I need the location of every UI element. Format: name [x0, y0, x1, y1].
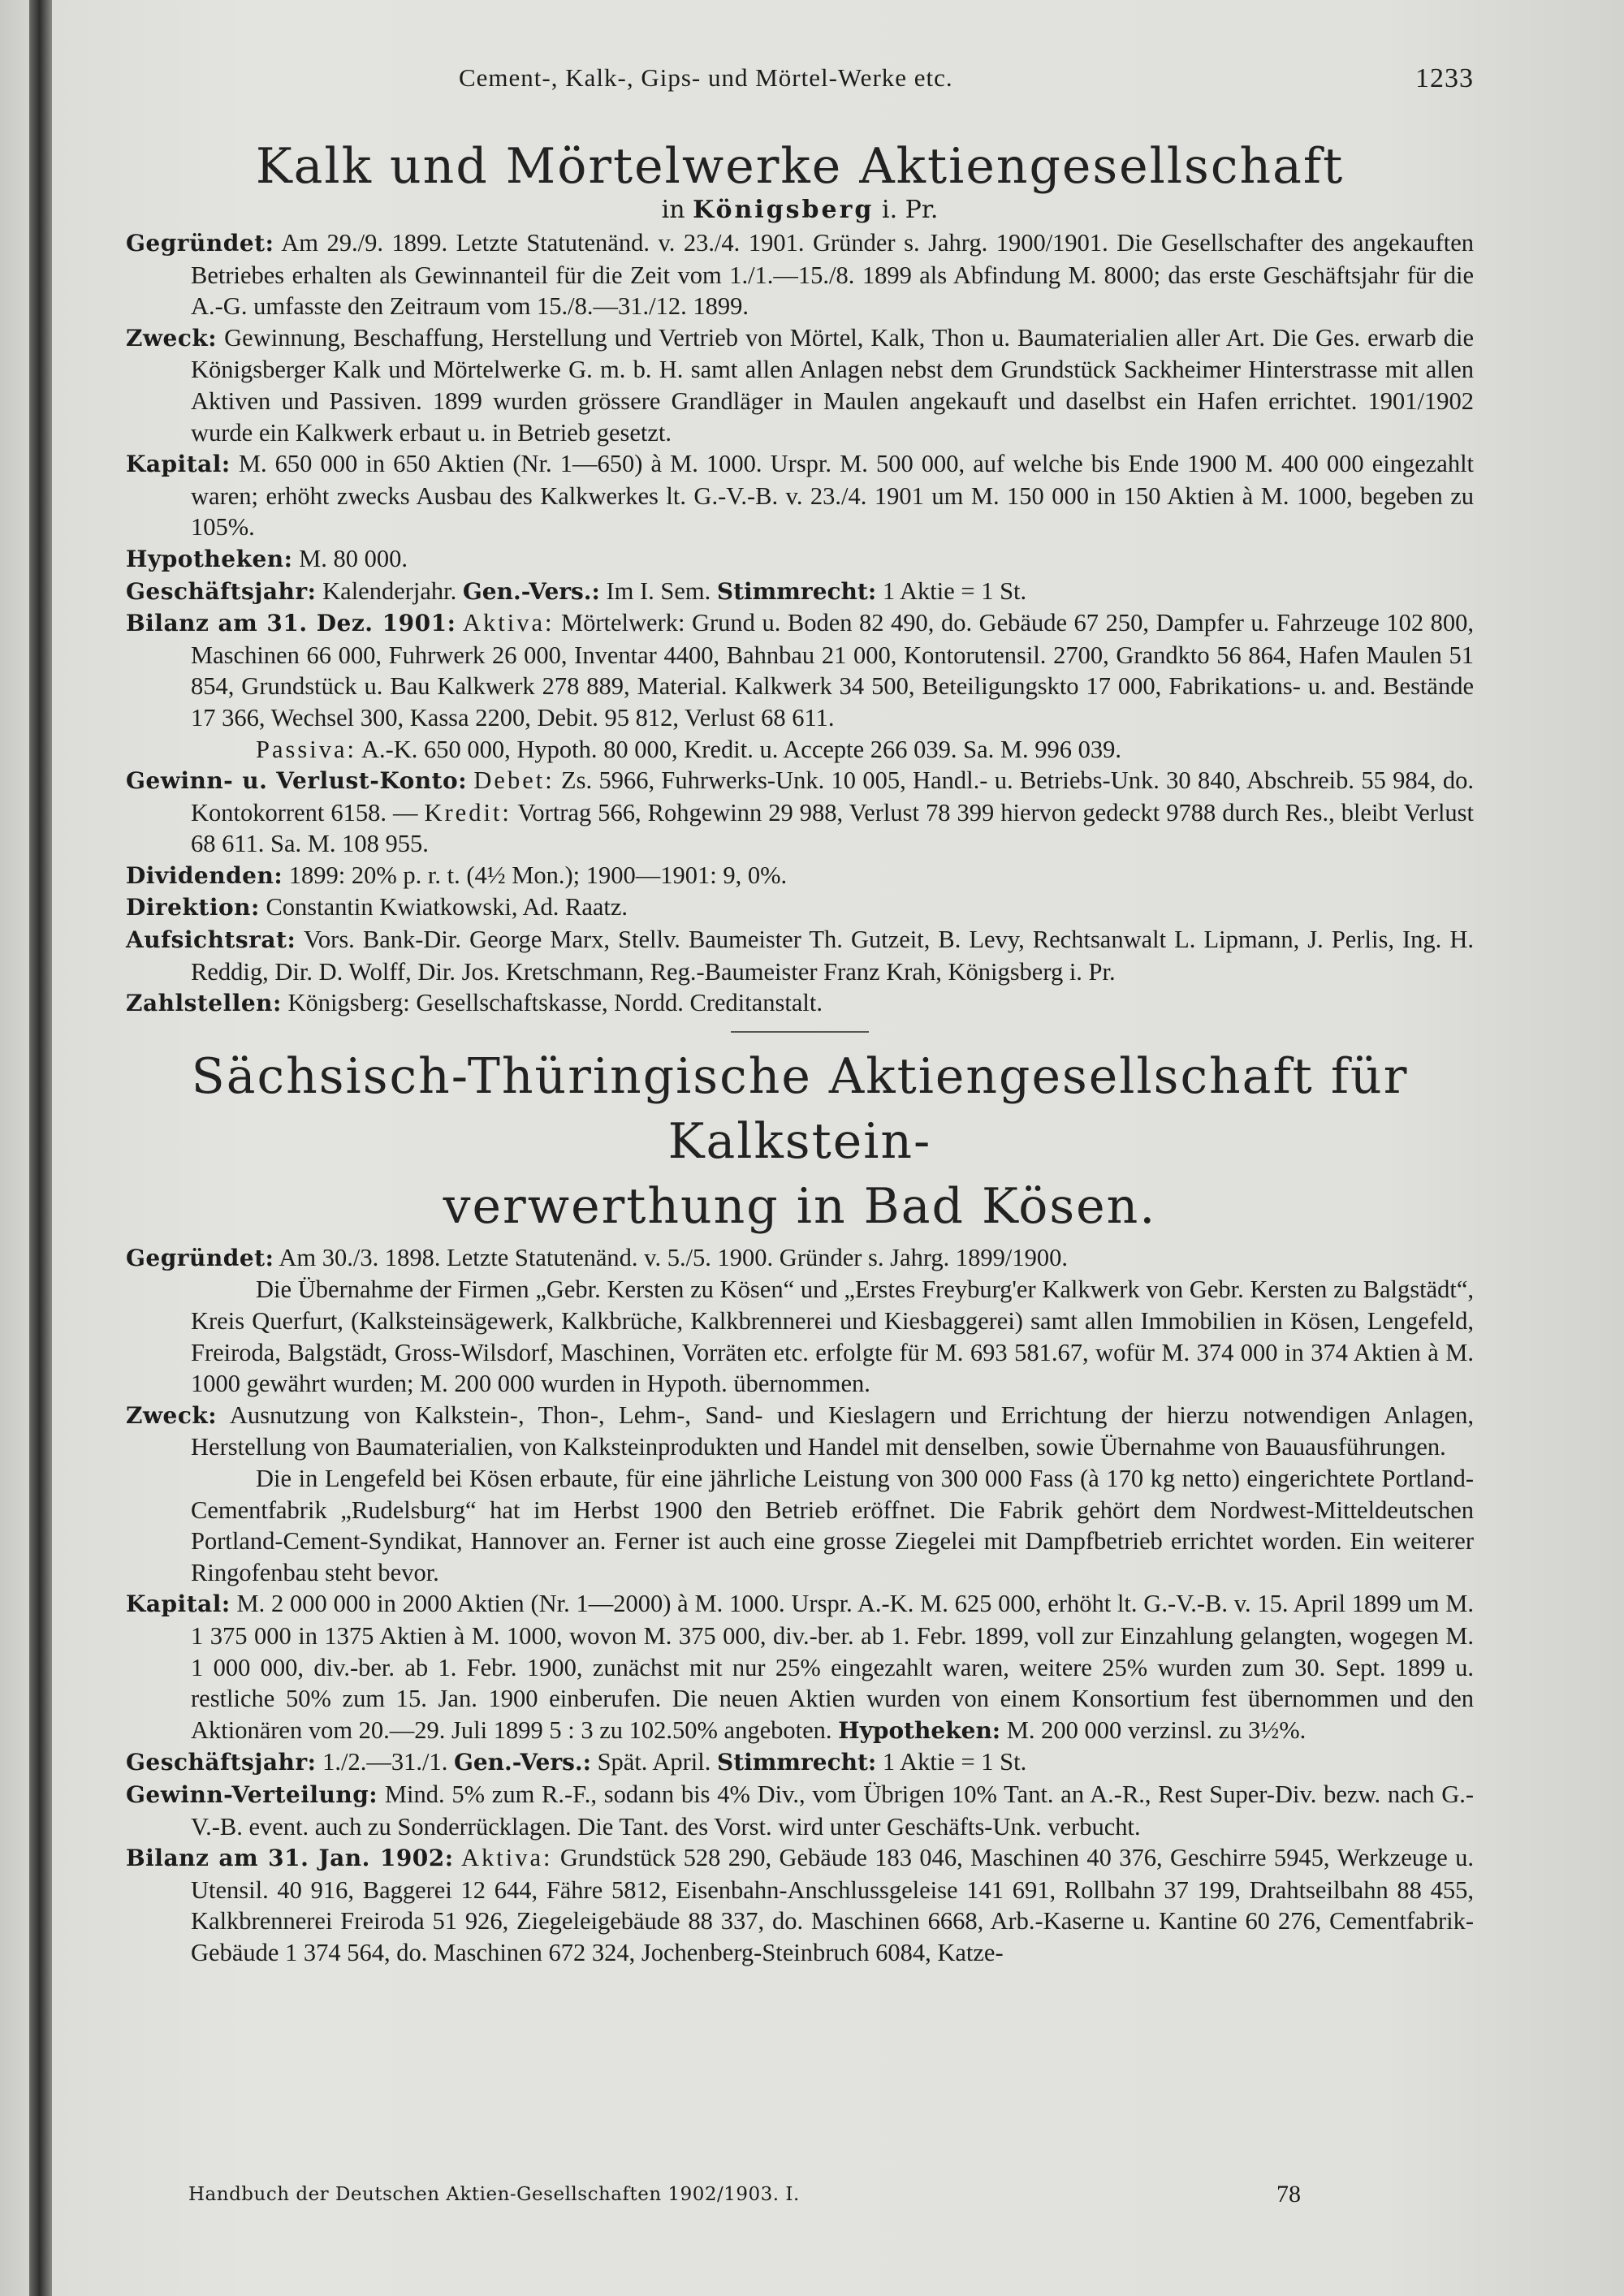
entry-label: Bilanz am 31. Dez. 1901:: [126, 610, 456, 637]
entry-label: Dividenden:: [126, 861, 283, 889]
entry-label: Bilanz am 31. Jan. 1902:: [126, 1845, 454, 1872]
entry-text: M. 2 000 000 in 2000 Aktien (Nr. 1—2000) à M. 1000. Urspr. A.-K. M. 625 000, erhöht lt. G.-V.-B. v. 15. April 1899 um M. 1 375 000 in 1375 Aktien à M. 1000, wovon M. 375 000, div.-ber. ab 1. Febr. 1899, voll zur Einzahlung gelangten, wogegen M. 1 000 000, div.-ber. ab 1. Febr. 1900, zunächst mit nur 25% eingezahlt waren, weitere 25% wurden zum 30. Sept. 1899 u. restliche 50% zum 15. Jan. 1900 einberufen. Die neuen Aktien wurden von einem Konsortium fest übernommen und den Aktionären vom 20.—29. Juli 1899 5 : 3 zu 102.50% angeboten.: [191, 1590, 1474, 1744]
page-content: [126, 57, 1474, 1969]
footer-title: Handbuch der Deutschen Aktien-Gesellschaften 1902/1903. I.: [188, 2184, 800, 2205]
entry-bilanz-passiva: [126, 734, 1474, 766]
entry-kapital: [126, 448, 1474, 543]
entry-text: Ausnutzung von Kalkstein-, Thon-, Lehm-, Sand- und Kieslagern und Errichtung der hierzu notwendigen Anlagen, Herstellung von Baumaterialien, von Kalksteinprodukten und Handel mit denselben, sowie Übernahme von Bauausführungen.: [191, 1400, 1474, 1461]
passiva-label: Passiva:: [256, 735, 356, 763]
entry-gegruendet: [126, 227, 1474, 322]
location-city: Königsberg: [693, 196, 875, 224]
section-divider: [731, 1031, 869, 1033]
entry-text: 1 Aktie = 1 St.: [882, 576, 1027, 605]
book-binding-shadow: [29, 0, 52, 2296]
entry-label: Direktion:: [126, 894, 260, 921]
entry-dividenden: [126, 860, 1474, 892]
entry-hypotheken: [126, 543, 1474, 576]
entry-text: 1 Aktie = 1 St.: [882, 1748, 1027, 1776]
company-entry-body: [126, 227, 1474, 1020]
entry-zahlstellen: [126, 987, 1474, 1020]
entry-gewinn-verlust: [126, 765, 1474, 860]
entry-paragraph: Die in Lengefeld bei Kösen erbaute, für eine jährliche Leistung von 300 000 Fass (à 170 kg netto) eingerichtete Portland-Cementfabrik „Rudelsburg“ hat im Herbst 1900 den Betrieb eröffnet. Die Fabrik gehört dem Nordwest-Mitteldeutschen Portland-Cement-Syndikat, Hannover an. Ferner ist auch eine grosse Ziegelei mit Dampfbetrieb errichtet worden. Ein weiterer Ringofenbau steht bevor.: [191, 1465, 1474, 1586]
entry-text: Mörtelwerk: Grund u. Boden 82 490, do. Gebäude 67 250, Dampfer u. Fahrzeuge 102 800, Maschinen 66 000, Fuhrwerk 26 000, Inventar 4400, Bahnbau 21 000, Kontorutensil. 2700, Grandkto 56 864, Hafen Maulen 51 854, Grundstück u. Bau Kalkwerk 278 889, Material. Kalkwerk 34 500, Beteiligungskto 17 000, Fabrikations- u. and. Bestände 17 366, Wechsel 300, Kassa 2200, Debit. 95 812, Verlust 68 611.: [191, 609, 1474, 732]
entry-text: M. 200 000 verzinsl. zu 3½%.: [1006, 1716, 1307, 1744]
entry-text: Spät. April.: [597, 1748, 711, 1776]
running-header: [126, 57, 1474, 106]
aktiva-label: Aktiva:: [462, 609, 555, 637]
entry-kapital: [126, 1588, 1474, 1746]
company-title: Kalk und Mörtelwerke Aktiengesellschaft: [255, 138, 1345, 195]
company-location: [126, 195, 1474, 226]
entry-paragraph: Die Übernahme der Firmen „Gebr. Kersten zu Kösen“ und „Erstes Freyburg'er Kalkwerk von Gebr. Kersten zu Balgstädt“, Kreis Querfurt, (Kalksteinsägewerk, Kalkbrüche, Kalkbrennerei und Kiesbaggerei) samt allen Immobilien in Kösen, Lengefeld, Freiroda, Balgstädt, Gross-Wilsdorf, Maschinen, Vorräten etc. erfolgte für M. 693 581.67, wofür M. 374 000 in 374 Aktien à M. 1000 gewährt wurden; M. 200 000 wurden in Hypoth. übernommen.: [191, 1275, 1474, 1398]
entry-text: Kalenderjahr.: [322, 576, 457, 605]
entry-label: Hypotheken:: [126, 545, 293, 572]
location-suffix: i. Pr.: [881, 196, 939, 224]
entry-text: Mind. 5% zum R.-F., sodann bis 4% Div., vom Übrigen 10% Tant. an A.-R., Rest Super-Div. bezw. nach G.-V.-B. event. auch zu Sonderrücklagen. Die Tant. des Vorst. wird unter Geschäfts-Unk. verbucht.: [191, 1780, 1475, 1841]
entry-direktion: [126, 891, 1474, 924]
entry-gegruendet: [126, 1242, 1474, 1275]
entry-zweck: [126, 322, 1474, 448]
entry-label: Gewinn- u. Verlust-Konto:: [126, 767, 468, 795]
entry-text: A.-K. 650 000, Hypoth. 80 000, Kredit. u. Accepte 266 039. Sa. M. 996 039.: [361, 735, 1122, 763]
entry-geschaeftsjahr: [126, 576, 1474, 608]
company-title-line2: verwerthung in Bad Kösen.: [443, 1177, 1157, 1235]
page-number: 1233: [1415, 63, 1474, 93]
location-prefix: in: [661, 196, 685, 224]
entry-bilanz: [126, 1842, 1474, 1968]
entry-label: Gegründet:: [126, 1244, 274, 1271]
entry-text: 1./2.—31./1.: [322, 1748, 448, 1776]
entry-label: Zweck:: [126, 1401, 218, 1429]
entry-label: Geschäftsjahr:: [126, 577, 317, 605]
entry-label: Stimmrecht:: [716, 1749, 877, 1776]
entry-text: Vors. Bank-Dir. George Marx, Stellv. Baumeister Th. Gutzeit, B. Levy, Rechtsanwalt L. Lipmann, J. Perlis, Ing. H. Reddig, Dir. D. Wolff, Dir. Jos. Kretschmann, Reg.-Baumeister Franz Krah, Königsberg i. Pr.: [191, 926, 1474, 986]
entry-text: Grundstück 528 290, Gebäude 183 046, Maschinen 40 376, Geschirre 5945, Werkzeuge u. Utensil. 40 916, Baggerei 12 644, Fähre 5812, Eisenbahn-Anschlussgeleise 141 691, Rollbahn 37 199, Drahtseilbahn 88 455, Kalkbrennerei Freiroda 51 926, Ziegeleigebäude 88 337, do. Maschinen 6668, Arb.-Kaserne u. Kantine 60 276, Cementfabrik-Gebäude 1 374 564, do. Maschinen 672 324, Jochenberg-Steinbruch 6084, Katze-: [191, 1844, 1475, 1966]
entry-label: Gen.-Vers.:: [462, 577, 600, 605]
entry-zweck: [126, 1400, 1474, 1463]
entry-aufsichtsrat: [126, 924, 1474, 987]
entry-label: Gen.-Vers.:: [453, 1749, 591, 1776]
page-footer: [188, 2176, 1325, 2208]
entry-gewinn-verteilung: [126, 1779, 1474, 1842]
entry-text: Am 30./3. 1898. Letzte Statutenänd. v. 5./5. 1900. Gründer s. Jahrg. 1899/1900.: [279, 1243, 1069, 1271]
entry-label: Stimmrecht:: [716, 577, 877, 605]
entry-bilanz: [126, 607, 1474, 733]
entry-label: Geschäftsjahr:: [126, 1749, 317, 1776]
entry-text: 1899: 20% p. r. t. (4½ Mon.); 1900—1901: 9, 0%.: [288, 861, 788, 889]
entry-text: Am 29./9. 1899. Letzte Statutenänd. v. 23./4. 1901. Gründer s. Jahrg. 1900/1901. Die Gesellschafter des angekauften Betriebes erhalten als Gewinnanteil für die Zeit vom 1./1.—15./8. 1899 als Abfindung M. 8000; das erste Geschäftsjahr für die A.-G. umfasste den Zeitraum vom 15./8.—31./12. 1899.: [191, 229, 1474, 321]
entry-text: Vortrag 566, Rohgewinn 29 988, Verlust 78 399 hiervon gedeckt 9788 durch Res., bleibt Verlust 68 611. Sa. M. 108 955.: [191, 798, 1475, 858]
footer-number: 78: [1276, 2181, 1301, 2208]
entry-text: Königsberg: Gesellschaftskasse, Nordd. Creditanstalt.: [287, 989, 823, 1017]
entry-geschaeftsjahr: [126, 1746, 1474, 1779]
entry-text: Gewinnung, Beschaffung, Herstellung und Vertrieb von Mörtel, Kalk, Thon u. Baumaterialien aller Art. Die Ges. erwarb die Königsberger Kalk und Mörtelwerke G. m. b. H. samt allen Anlagen nebst dem Grundstück Sackheimer Hinterstrasse mit allen Aktiven und Passiven. 1899 wurden grössere Grandläger in Maulen angekauft und daselbst ein Hafen errichtet. 1901/1902 wurde ein Kalkwerk erbaut u. in Betrieb gesetzt.: [191, 323, 1474, 447]
entry-label: Aufsichtsrat:: [126, 926, 296, 954]
entry-label: Kapital:: [126, 1590, 231, 1618]
entry-label: Hypotheken:: [838, 1716, 1001, 1744]
entry-text: Im I. Sem.: [606, 576, 711, 605]
company-title-line1: Sächsisch-Thüringische Aktiengesellschaft für Kalkstein-: [191, 1047, 1409, 1170]
entry-label: Zweck:: [126, 324, 218, 352]
kredit-label: Kredit:: [424, 798, 512, 826]
entry-label: Zahlstellen:: [126, 990, 282, 1017]
entry-label: Gewinn-Verteilung:: [126, 1780, 378, 1808]
entry-text: M. 80 000.: [299, 544, 408, 572]
debet-label: Debet:: [473, 766, 555, 795]
entry-text: Zs. 5966, Fuhrwerks-Unk. 10 005, Handl.- u. Betriebs-Unk. 30 840, Abschreib. 55 984, do. Kontokorrent 6158. —: [191, 766, 1474, 826]
running-title: Cement-, Kalk-, Gips- und Mörtel-Werke etc.: [459, 63, 953, 92]
aktiva-label: Aktiva:: [461, 1844, 553, 1872]
entry-label: Kapital:: [126, 451, 231, 478]
entry-text: Constantin Kwiatkowski, Ad. Raatz.: [266, 893, 628, 921]
entry-text: M. 650 000 in 650 Aktien (Nr. 1—650) à M. 1000. Urspr. M. 500 000, auf welche bis Ende 1900 M. 400 000 eingezahlt waren; erhöht zwecks Ausbau des Kalkwerkes lt. G.-V.-B. v. 23./4. 1901 um M. 150 000 in 150 Aktien à M. 1000, begeben zu 105%.: [191, 450, 1475, 542]
entry-label: Gegründet:: [126, 230, 274, 257]
company-entry-body: [126, 1242, 1474, 1969]
